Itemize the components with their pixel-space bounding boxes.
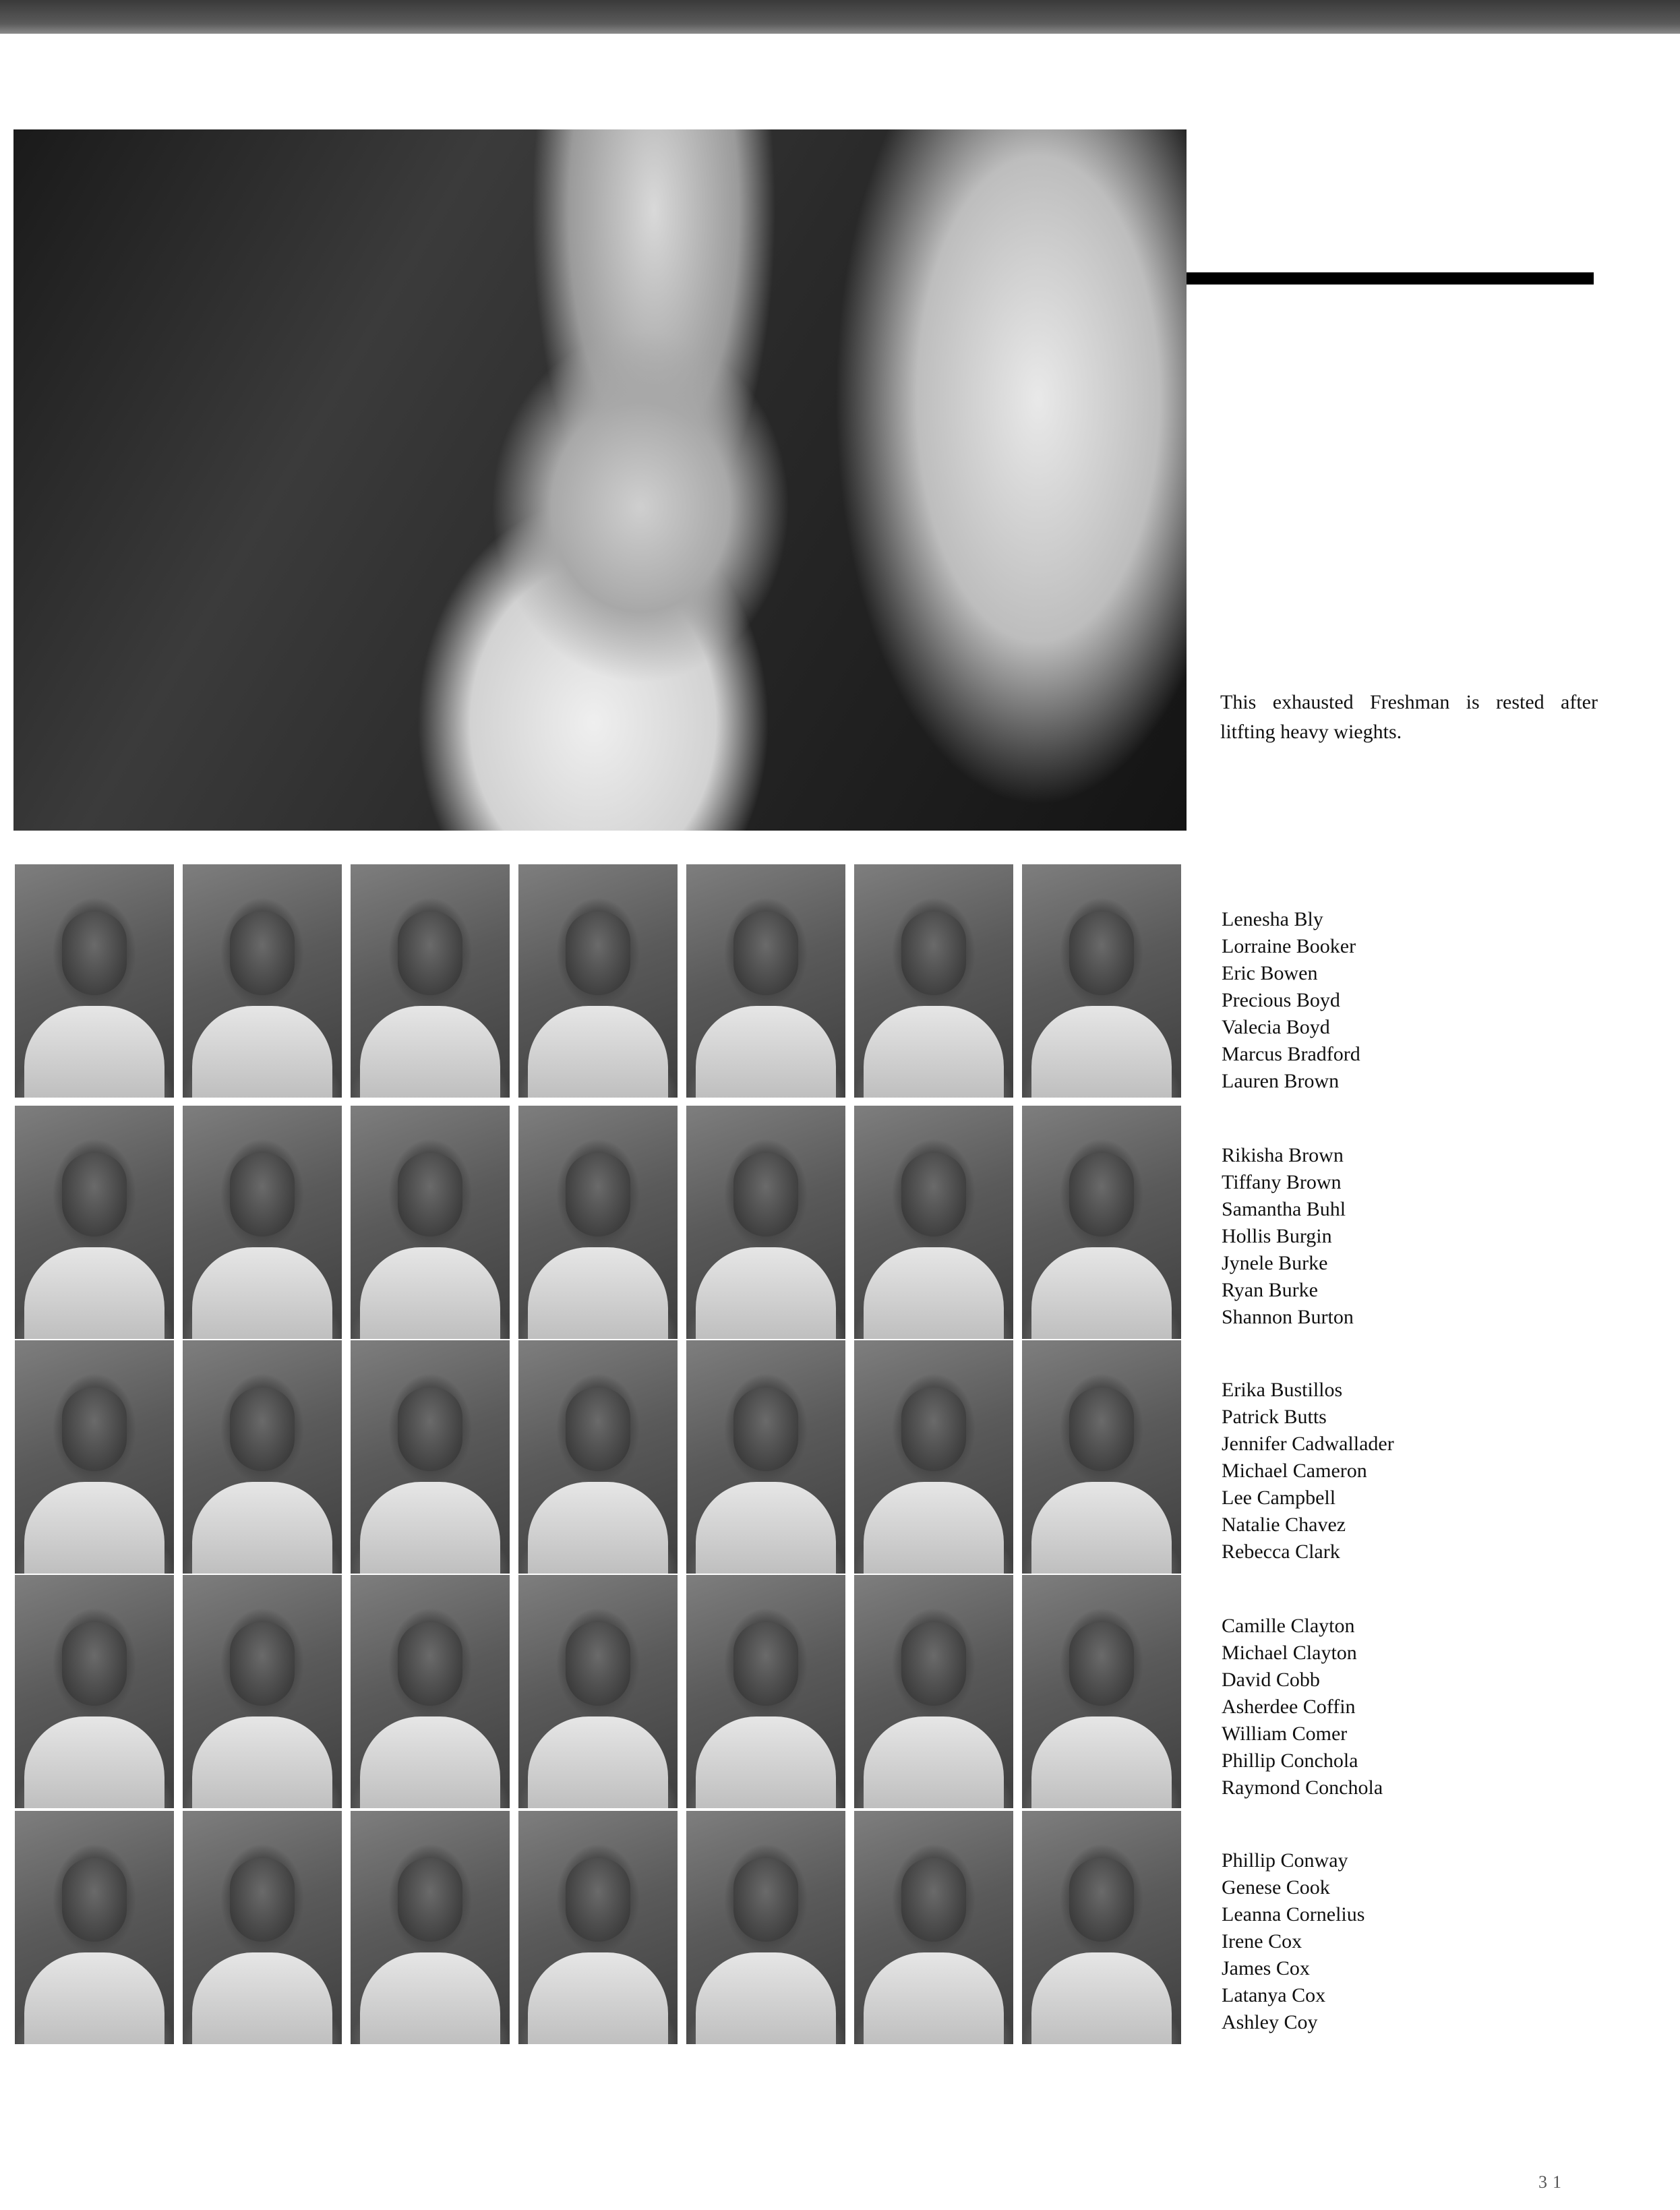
portrait-photo xyxy=(1022,1811,1181,2044)
hero-caption: This exhausted Freshman is rested after litfting heavy wieghts. xyxy=(1220,691,1598,743)
student-name: Camille Clayton xyxy=(1222,1615,1355,1637)
portrait-row-5 xyxy=(15,1811,1188,2044)
student-name: Jynele Burke xyxy=(1222,1252,1328,1274)
portrait-photo xyxy=(1022,1575,1181,1808)
portrait-photo xyxy=(15,1340,174,1574)
student-name: James Cox xyxy=(1222,1957,1310,1979)
student-name: Raymond Conchola xyxy=(1222,1776,1383,1799)
student-name: Genese Cook xyxy=(1222,1876,1330,1899)
portrait-photo xyxy=(518,1575,678,1808)
portrait-row-3 xyxy=(15,1340,1188,1574)
portrait-row-1 xyxy=(15,864,1188,1098)
student-name: Erika Bustillos xyxy=(1222,1379,1343,1401)
portrait-photo xyxy=(183,864,342,1098)
student-name: Valecia Boyd xyxy=(1222,1016,1330,1038)
student-name: Lorraine Booker xyxy=(1222,935,1356,957)
student-name: Marcus Bradford xyxy=(1222,1043,1360,1065)
portrait-photo xyxy=(518,1106,678,1339)
student-name: Ashley Coy xyxy=(1222,2011,1318,2033)
portrait-photo xyxy=(351,864,510,1098)
portrait-photo xyxy=(1022,864,1181,1098)
student-name: Irene Cox xyxy=(1222,1930,1302,1952)
accent-rule xyxy=(1187,272,1594,285)
name-list-row-4 xyxy=(1222,1613,1383,1801)
student-name: Michael Clayton xyxy=(1222,1642,1357,1664)
portrait-photo xyxy=(1022,1106,1181,1339)
portrait-photo xyxy=(15,1811,174,2044)
portrait-row-4 xyxy=(15,1575,1188,1808)
portrait-photo xyxy=(686,1106,845,1339)
hero-photo xyxy=(13,129,1187,831)
portrait-photo xyxy=(854,1340,1013,1574)
portrait-photo xyxy=(854,864,1013,1098)
student-name: Phillip Conway xyxy=(1222,1849,1348,1872)
student-name: Ryan Burke xyxy=(1222,1279,1318,1301)
portrait-row-2 xyxy=(15,1106,1188,1339)
student-name: William Comer xyxy=(1222,1723,1348,1745)
portrait-photo xyxy=(351,1106,510,1339)
student-name: Rikisha Brown xyxy=(1222,1144,1344,1166)
student-name: Eric Bowen xyxy=(1222,962,1318,984)
portrait-photo xyxy=(518,1340,678,1574)
portrait-photo xyxy=(183,1811,342,2044)
page-number: 31 xyxy=(1538,2172,1567,2192)
student-name: Precious Boyd xyxy=(1222,989,1340,1011)
student-name: Lenesha Bly xyxy=(1222,908,1323,930)
name-list-row-1 xyxy=(1222,906,1360,1095)
student-name: Samantha Buhl xyxy=(1222,1198,1346,1220)
student-name: Phillip Conchola xyxy=(1222,1750,1358,1772)
student-name: Shannon Burton xyxy=(1222,1306,1354,1328)
portrait-photo xyxy=(15,1106,174,1339)
portrait-photo xyxy=(351,1340,510,1574)
name-list-row-5 xyxy=(1222,1847,1364,2036)
student-name: Lee Campbell xyxy=(1222,1487,1336,1509)
student-name: Jennifer Cadwallader xyxy=(1222,1433,1394,1455)
student-name: Asherdee Coffin xyxy=(1222,1696,1356,1718)
student-name: Lauren Brown xyxy=(1222,1070,1340,1092)
portrait-photo xyxy=(183,1106,342,1339)
portrait-photo xyxy=(686,1575,845,1808)
name-list-row-2 xyxy=(1222,1142,1354,1331)
student-name: Leanna Cornelius xyxy=(1222,1903,1365,1925)
student-name: Latanya Cox xyxy=(1222,1984,1326,2006)
student-name: Natalie Chavez xyxy=(1222,1514,1346,1536)
portrait-photo xyxy=(518,864,678,1098)
portrait-photo xyxy=(854,1106,1013,1339)
portrait-photo xyxy=(15,864,174,1098)
student-name: Patrick Butts xyxy=(1222,1406,1327,1428)
portrait-photo xyxy=(183,1340,342,1574)
portrait-photo xyxy=(686,1811,845,2044)
scan-top-edge xyxy=(0,0,1680,34)
student-name: Tiffany Brown xyxy=(1222,1171,1342,1193)
portrait-photo xyxy=(183,1575,342,1808)
portrait-photo xyxy=(351,1575,510,1808)
portrait-photo xyxy=(854,1811,1013,2044)
student-name: Hollis Burgin xyxy=(1222,1225,1332,1247)
portrait-photo xyxy=(518,1811,678,2044)
student-name: Rebecca Clark xyxy=(1222,1541,1340,1563)
portrait-photo xyxy=(1022,1340,1181,1574)
name-list-row-3 xyxy=(1222,1377,1394,1565)
portrait-photo xyxy=(351,1811,510,2044)
student-name: David Cobb xyxy=(1222,1669,1320,1691)
portrait-photo xyxy=(686,1340,845,1574)
student-name: Michael Cameron xyxy=(1222,1460,1367,1482)
portrait-photo xyxy=(854,1575,1013,1808)
portrait-photo xyxy=(15,1575,174,1808)
portrait-photo xyxy=(686,864,845,1098)
